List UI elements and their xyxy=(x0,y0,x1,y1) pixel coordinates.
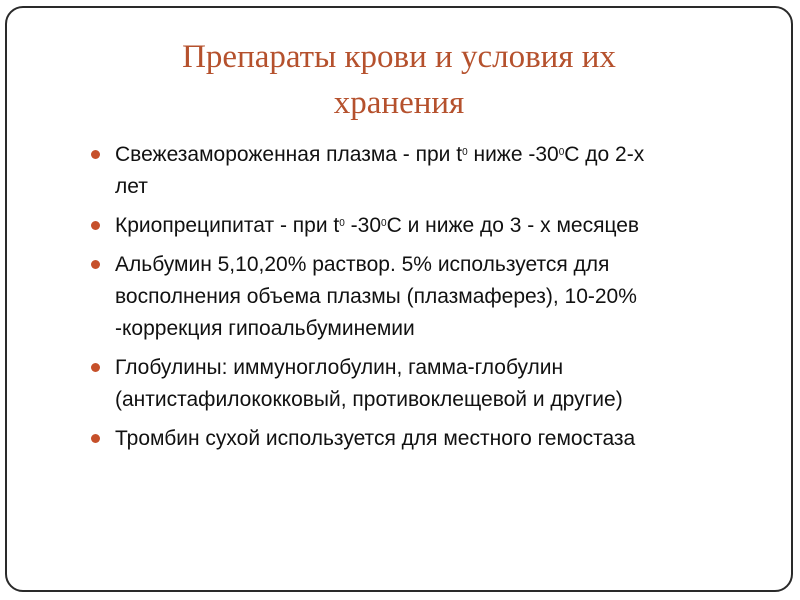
bullet-item-globulins xyxy=(91,352,771,416)
bullet-list xyxy=(91,139,771,462)
bullet-text-part: Свежезамороженная плазма - при t xyxy=(115,143,463,166)
bullet-dot-icon xyxy=(91,363,100,372)
bullet-text-part: ниже -30 xyxy=(467,143,559,166)
bullet-dot-icon xyxy=(91,150,100,159)
bullet-text-line: Глобулины: иммуноглобулин, гамма-глобулин xyxy=(115,356,564,379)
bullet-text-line: -коррекция гипоальбуминемии xyxy=(115,317,415,340)
bullet-text-line xyxy=(115,139,771,171)
superscript: 0 xyxy=(339,218,345,229)
bullet-dot-icon xyxy=(91,260,100,269)
slide-frame xyxy=(5,6,793,592)
bullet-text-line: (антистафилококковый, противоклещевой и другие) xyxy=(115,388,623,411)
slide-title-line-2: хранения xyxy=(333,85,465,121)
bullet-text-line: восполнения объема плазмы (плазмаферез), 10-20% xyxy=(115,285,637,308)
bullet-text-line: Тромбин сухой используется для местного гемостаза xyxy=(115,427,636,450)
bullet-text-line xyxy=(115,210,771,242)
bullet-text-part: С и ниже до 3 - х месяцев xyxy=(386,214,640,237)
bullet-dot-icon xyxy=(91,434,100,443)
slide-title xyxy=(7,34,791,126)
bullet-item-cryoprecipitate xyxy=(91,210,771,242)
bullet-item-thrombin xyxy=(91,423,771,455)
superscript: 0 xyxy=(462,147,468,158)
bullet-text-part: Криопреципитат - при t xyxy=(115,214,340,237)
bullet-text-line: лет xyxy=(115,175,148,198)
bullet-text-line: Альбумин 5,10,20% раствор. 5% используется для xyxy=(115,253,610,276)
bullet-item-fresh-frozen-plasma xyxy=(91,139,771,203)
bullet-text-part: С до 2-х xyxy=(564,143,645,166)
superscript: 0 xyxy=(558,147,565,158)
slide-title-line-1: Препараты крови и условия их xyxy=(182,39,616,75)
superscript: 0 xyxy=(381,218,387,229)
bullet-item-albumin xyxy=(91,249,771,345)
bullet-text-part: -30 xyxy=(344,214,381,237)
bullet-dot-icon xyxy=(91,221,100,230)
